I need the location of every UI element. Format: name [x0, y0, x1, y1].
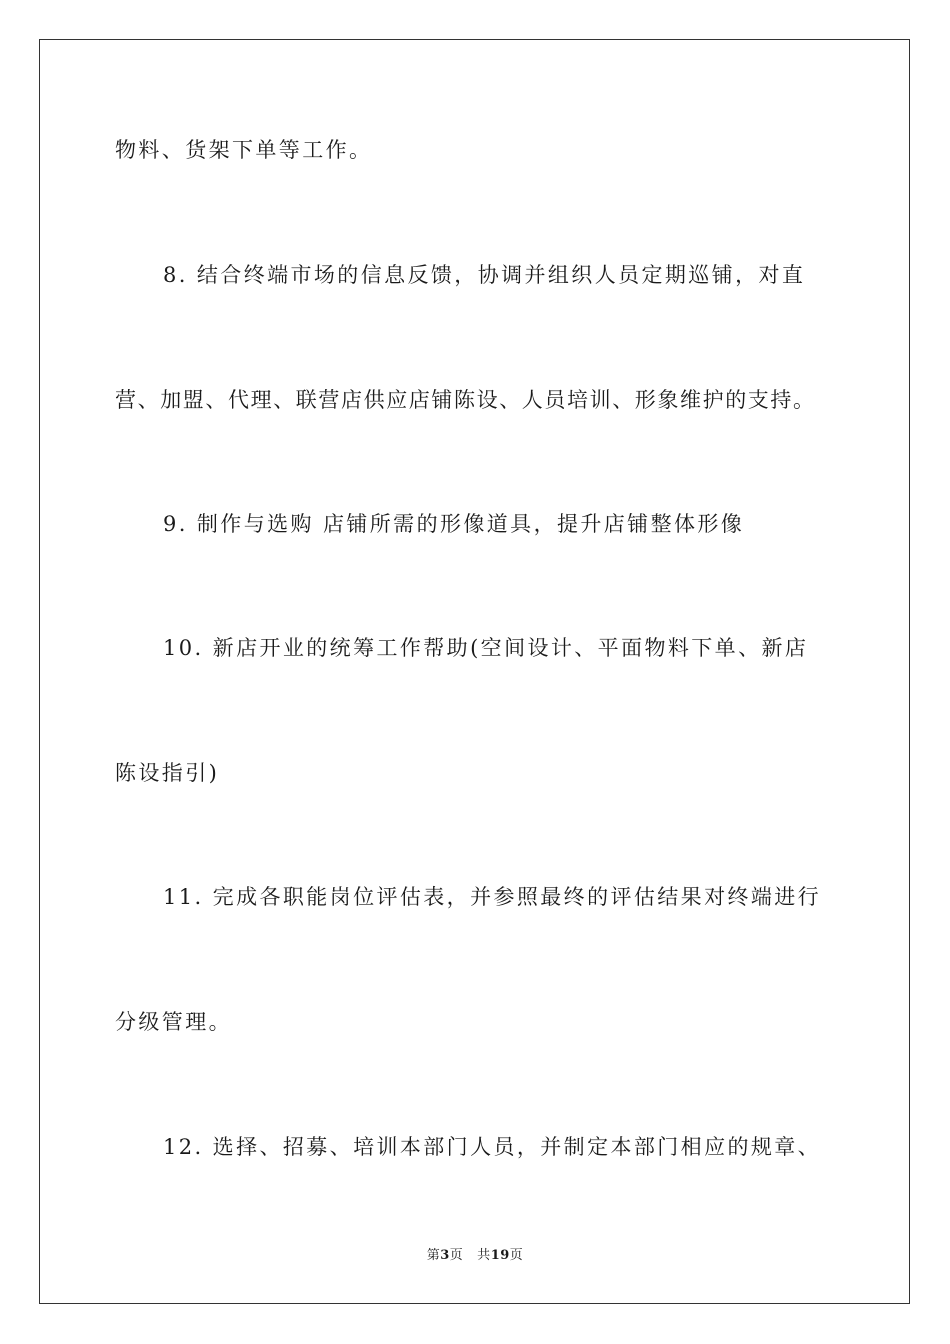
footer-page-suffix: 页	[449, 1248, 464, 1263]
page-footer	[0, 1248, 950, 1264]
text-line-3: 营、加盟、代理、联营店供应店铺陈设、人员培训、形象维护的支持。	[115, 388, 816, 412]
footer-page-prefix: 第	[426, 1248, 441, 1263]
text-line-4: 9. 制作与选购 店铺所需的形像道具，提升店铺整体形像	[163, 512, 745, 536]
text-line-9: 12. 选择、招募、培训本部门人员，并制定本部门相应的规章、	[163, 1135, 822, 1159]
footer-total-pages: 19	[490, 1248, 510, 1263]
text-line-2: 8. 结合终端市场的信息反馈，协调并组织人员定期巡铺，对直	[163, 263, 806, 287]
footer-page-number: 3	[440, 1248, 450, 1263]
page-border	[39, 39, 910, 1304]
text-line-1: 物料、货架下单等工作。	[115, 138, 373, 162]
text-line-5: 10. 新店开业的统筹工作帮助(空间设计、平面物料下单、新店	[163, 636, 809, 660]
text-line-8: 分级管理。	[115, 1010, 232, 1034]
footer-total-prefix: 共	[477, 1248, 491, 1263]
text-line-6: 陈设指引)	[115, 761, 220, 785]
text-line-7: 11. 完成各职能岗位评估表，并参照最终的评估结果对终端进行	[163, 885, 822, 909]
footer-total-suffix: 页	[509, 1248, 524, 1263]
